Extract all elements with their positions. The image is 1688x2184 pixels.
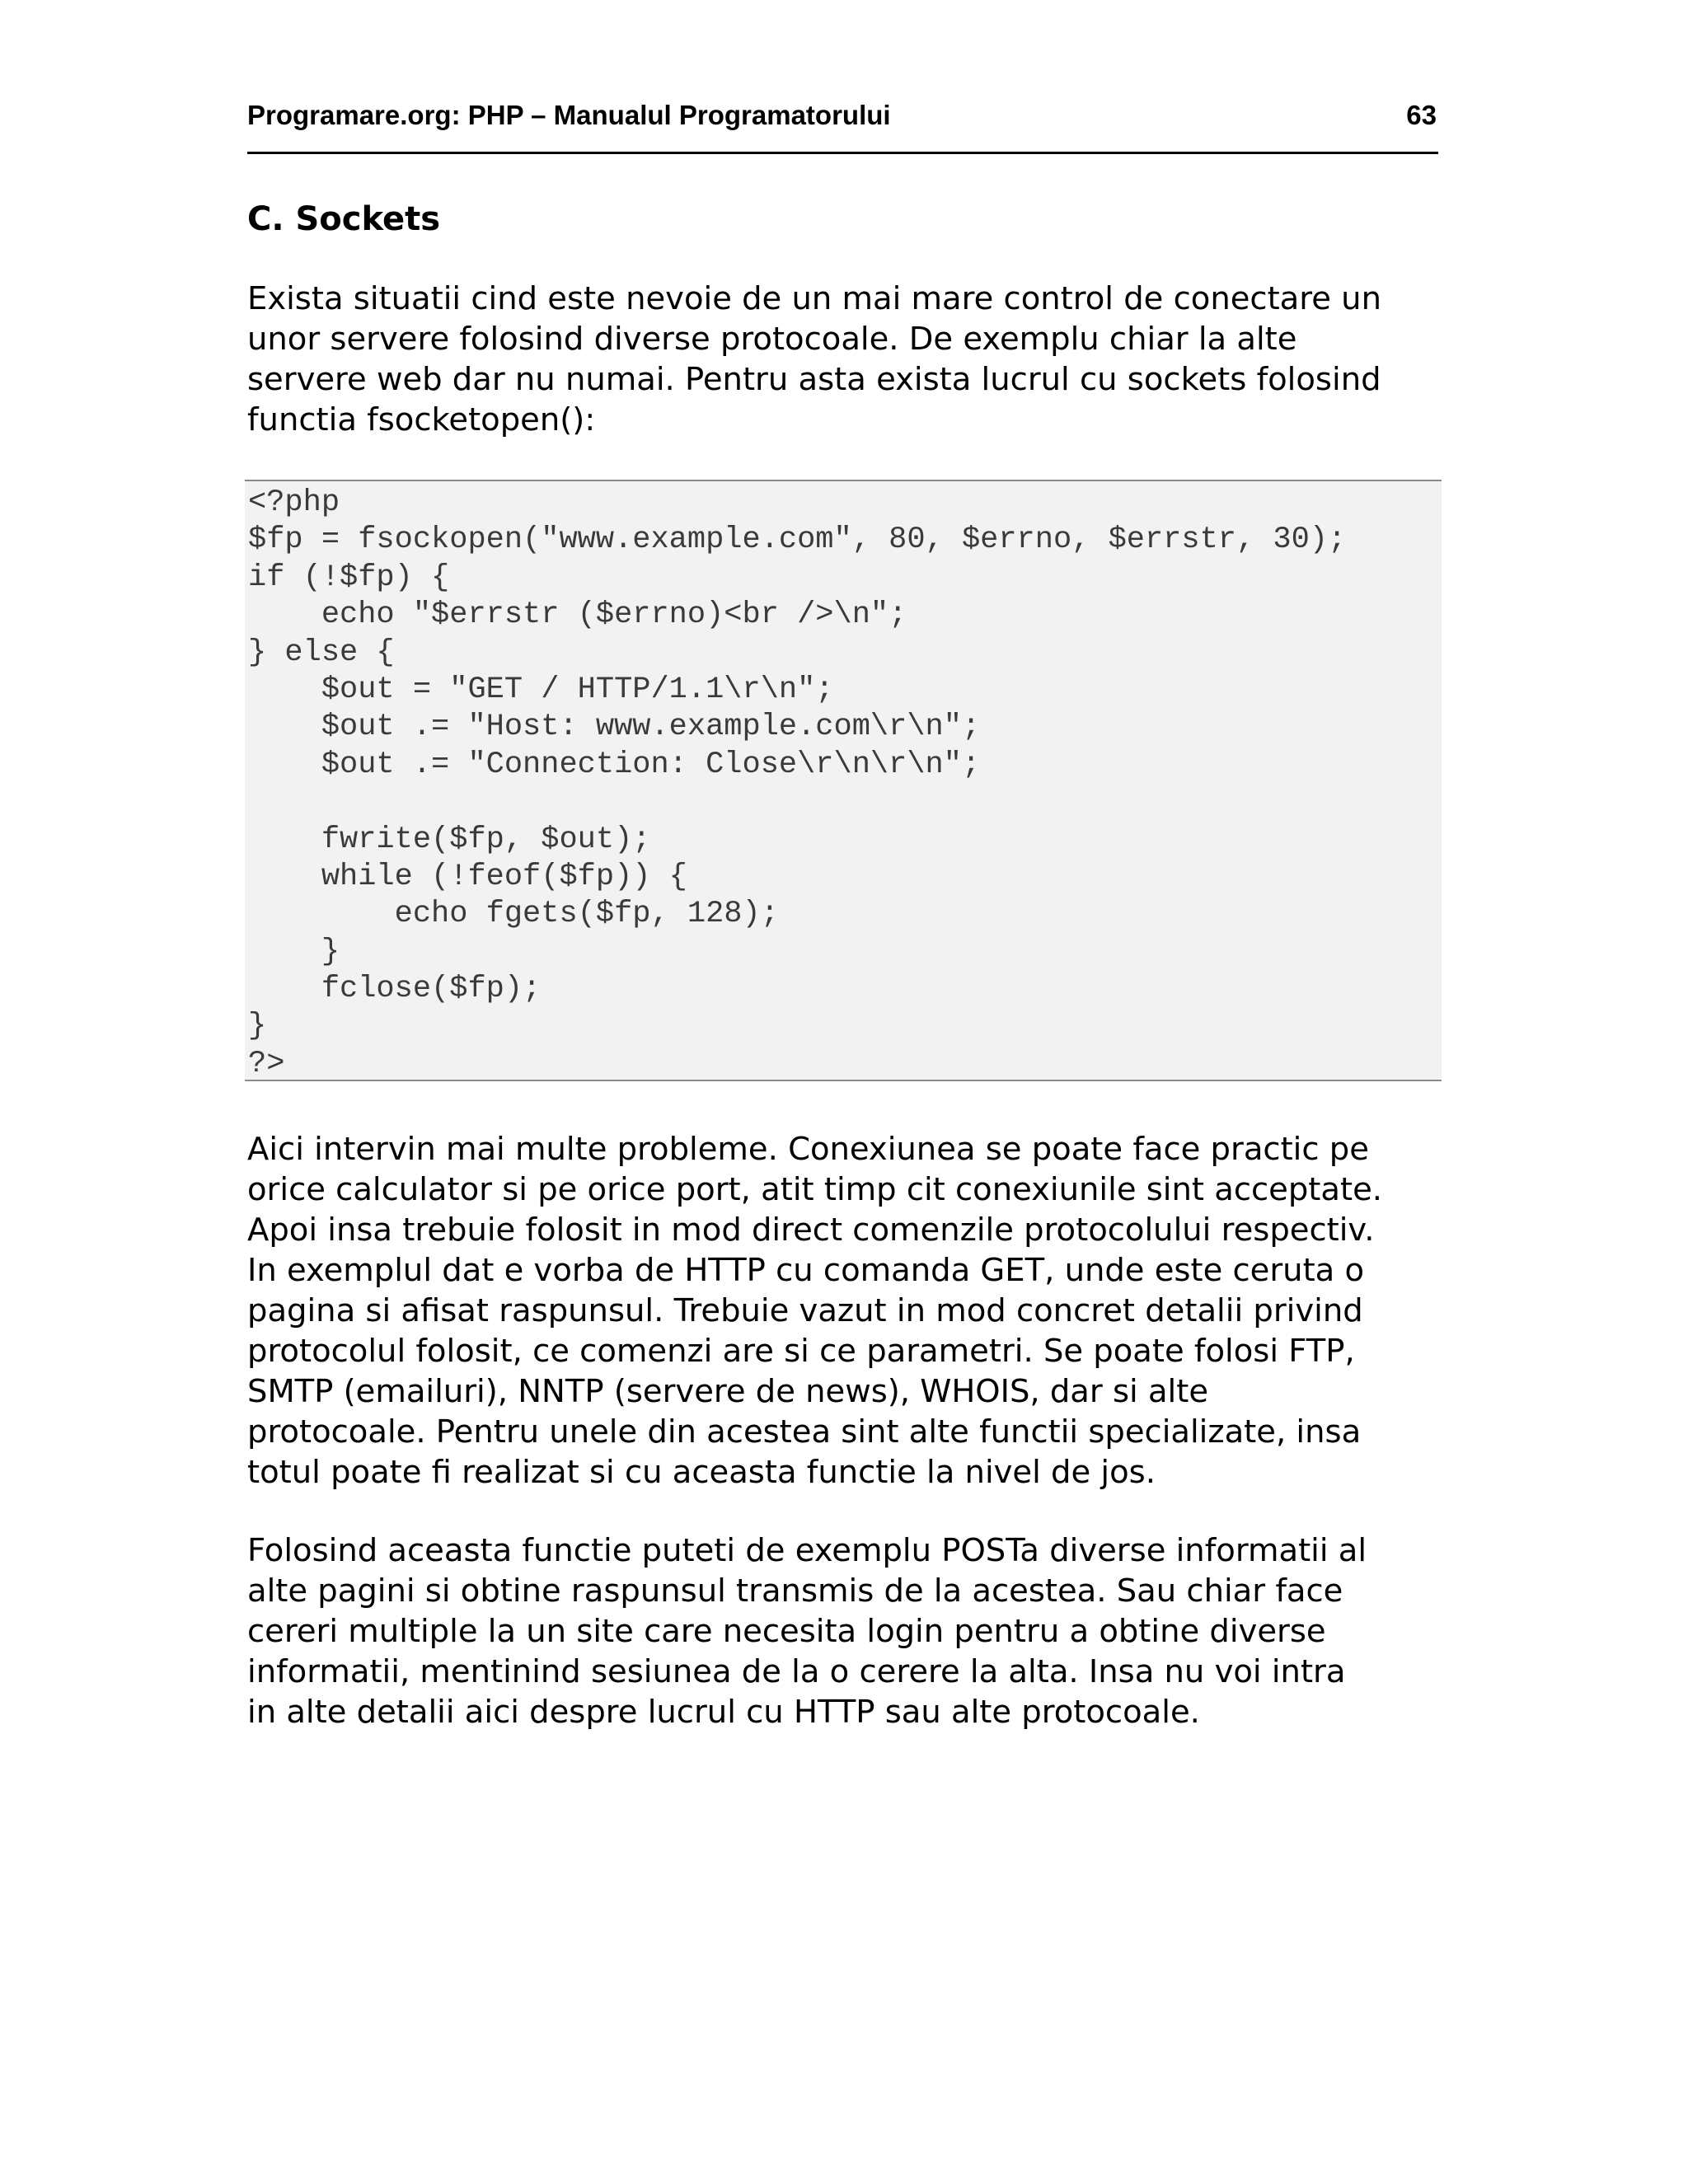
code-line: echo fgets($fp, 128);	[248, 897, 779, 932]
code-line: while (!feof($fp)) {	[248, 859, 687, 894]
code-line	[248, 784, 1346, 821]
section-heading: C. Sockets	[247, 200, 441, 238]
code-line: $fp = fsockopen("www.example.com", 80, $errno, $errstr, 30);	[248, 523, 1347, 558]
body-paragraph: Folosind aceasta functie puteti de exemplu POSTa diverse informatii al alte pagini si obtine raspunsul transmis de la acestea. Sau chiar face cereri multiple la un site care necesita login pentru a obtine diverse informatii, mentinind sesiunea de la o cerere la alta. Insa nu voi intra in alte detalii aici despre lucrul cu HTTP sau alte protocoale.	[247, 1532, 1367, 1731]
code-line: }	[248, 934, 340, 969]
code-line: echo "$errstr ($errno)<br />\n";	[248, 598, 907, 633]
code-lines	[248, 485, 1346, 1083]
intro-paragraph: Exista situatii cind este nevoie de un mai mare control de conectare un unor servere folosind diverse protocoale. De exemplu chiar la alte servere web dar nu numai. Pentru asta exista lucrul cu sockets folosind functia fsocketopen():	[247, 280, 1381, 438]
code-line: } else {	[248, 635, 395, 670]
code-line: fwrite($fp, $out);	[248, 822, 651, 857]
code-line: fclose($fp);	[248, 972, 542, 1007]
code-line: <?php	[248, 485, 340, 520]
code-line: $out .= "Connection: Close\r\n\r\n";	[248, 747, 981, 782]
header-title: Programare.org: PHP – Manualul Programatorului	[247, 100, 891, 130]
code-line: $out .= "Host: www.example.com\r\n";	[248, 710, 981, 745]
code-line: $out = "GET / HTTP/1.1\r\n";	[248, 672, 834, 707]
code-line: }	[248, 1009, 267, 1044]
code-block	[245, 480, 1442, 1081]
page-header	[247, 97, 1438, 154]
code-line: if (!$fp) {	[248, 560, 450, 595]
code-line: ?>	[248, 1046, 285, 1081]
body-paragraph: Aici intervin mai multe probleme. Conexiunea se poate face practic pe orice calculator si pe orice port, atit timp cit conexiunile sint acceptate. Apoi insa trebuie folosit in mod direct comenzile protocolului respectiv. In exemplul dat e vorba de HTTP cu comanda GET, unde este ceruta o pagina si afisat raspunsul. Trebuie vazut in mod concret detalii privind protocolul folosit, ce comenzi are si ce parametri. Se poate folosi FTP, SMTP (emailuri), NNTP (servere de news), WHOIS, dar si alte protocoale. Pentru unele din acestea sint alte functii specializate, insa totul poate fi realizat si cu aceasta functie la nivel de jos.	[247, 1131, 1382, 1491]
page-number: 63	[1406, 100, 1437, 130]
